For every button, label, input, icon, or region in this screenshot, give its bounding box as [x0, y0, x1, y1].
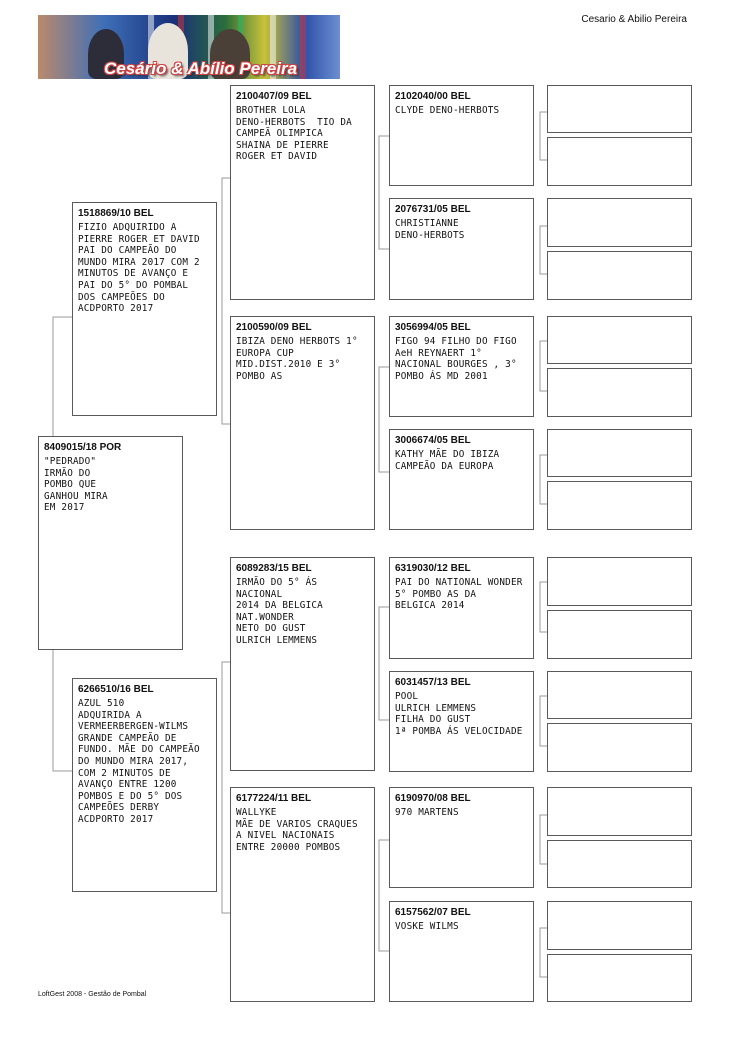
- ring-number: 3006674/05 BEL: [395, 435, 471, 446]
- ring-number: 6177224/11 BEL: [236, 793, 312, 804]
- empty-pigeon-slot[interactable]: [547, 316, 692, 364]
- pigeon-description: BROTHER LOLA DENO-HERBOTS TIO DA CAMPEÃ OLIMPICA SHAINA DE PIERRE ROGER ET DAVID: [236, 105, 352, 163]
- breeder-name: Cesario & Abilio Pereira: [581, 14, 687, 25]
- ring-number: 2076731/05 BEL: [395, 204, 471, 215]
- empty-pigeon-slot[interactable]: [547, 251, 692, 300]
- ring-number: 6157562/07 BEL: [395, 907, 471, 918]
- pigeon-card-great-grandparent-2[interactable]: [389, 198, 534, 300]
- pigeon-card-subject[interactable]: [38, 436, 183, 650]
- pigeon-card-sire-dam[interactable]: [230, 316, 375, 530]
- pigeon-description: KATHY MÃE DO IBIZA CAMPEÃO DA EUROPA: [395, 449, 500, 472]
- pigeon-card-great-grandparent-1[interactable]: [389, 85, 534, 186]
- ring-number: 6089283/15 BEL: [236, 563, 312, 574]
- ring-number: 2102040/00 BEL: [395, 91, 471, 102]
- footer-credit: LoftGest 2008 - Gestão de Pombal: [38, 991, 147, 998]
- pigeon-card-dam-dam[interactable]: [230, 787, 375, 1002]
- ring-number: 2100407/09 BEL: [236, 91, 312, 102]
- empty-pigeon-slot[interactable]: [547, 610, 692, 659]
- pigeon-card-great-grandparent-6[interactable]: [389, 671, 534, 772]
- ring-number: 2100590/09 BEL: [236, 322, 312, 333]
- pigeon-card-dam-sire[interactable]: [230, 557, 375, 771]
- pigeon-card-dam[interactable]: [72, 678, 217, 892]
- empty-pigeon-slot[interactable]: [547, 954, 692, 1002]
- pigeon-description: IRMÃO DO 5° ÁS NACIONAL 2014 DA BELGICA NAT.WONDER NETO DO GUST ULRICH LEMMENS: [236, 577, 323, 646]
- empty-pigeon-slot[interactable]: [547, 85, 692, 133]
- logo-text: Cesário & Abílio Pereira: [104, 59, 298, 78]
- pigeon-card-great-grandparent-4[interactable]: [389, 429, 534, 530]
- ring-number: 6266510/16 BEL: [78, 684, 154, 695]
- pigeon-card-sire-sire[interactable]: [230, 85, 375, 300]
- pigeon-description: CHRISTIANNE DENO-HERBOTS: [395, 218, 465, 241]
- ring-number: 6319030/12 BEL: [395, 563, 471, 574]
- empty-pigeon-slot[interactable]: [547, 429, 692, 477]
- empty-pigeon-slot[interactable]: [547, 368, 692, 417]
- ring-number: 6031457/13 BEL: [395, 677, 471, 688]
- ring-number: 6190970/08 BEL: [395, 793, 471, 804]
- empty-pigeon-slot[interactable]: [547, 901, 692, 950]
- empty-pigeon-slot[interactable]: [547, 557, 692, 606]
- pigeon-description: IBIZA DENO HERBOTS 1° EUROPA CUP MID.DIST.2010 E 3° POMBO AS: [236, 336, 358, 382]
- pigeon-card-great-grandparent-7[interactable]: [389, 787, 534, 888]
- pigeon-description: CLYDE DENO-HERBOTS: [395, 105, 500, 116]
- pigeon-card-great-grandparent-5[interactable]: [389, 557, 534, 659]
- ring-number: 1518869/10 BEL: [78, 208, 154, 219]
- empty-pigeon-slot[interactable]: [547, 787, 692, 836]
- pigeon-description: FIZIO ADQUIRIDO A PIERRE ROGER ET DAVID PAI DO CAMPEÃO DO MUNDO MIRA 2017 COM 2 MINUTOS DE AVANÇO E PAI DO 5° DO POMBAL DOS CAMPEÕES DO ACDPORTO 2017: [78, 222, 200, 315]
- empty-pigeon-slot[interactable]: [547, 481, 692, 530]
- pigeon-description: AZUL 510 ADQUIRIDA A VERMEERBERGEN-WILMS GRANDE CAMPEÃO DE FUNDO. MÃE DO CAMPEÃO DO MUNDO MIRA 2017, COM 2 MINUTOS DE AVANÇO ENTRE 1200 POMBOS E DO 5° DOS CAMPEÕES DERBY ACDPORTO 2017: [78, 698, 200, 825]
- ring-number: 3056994/05 BEL: [395, 322, 471, 333]
- pigeon-description: 970 MARTENS: [395, 807, 459, 818]
- empty-pigeon-slot[interactable]: [547, 198, 692, 247]
- ring-number: 8409015/18 POR: [44, 442, 122, 453]
- pigeon-card-great-grandparent-8[interactable]: [389, 901, 534, 1002]
- empty-pigeon-slot[interactable]: [547, 137, 692, 186]
- pigeon-description: FIGO 94 FILHO DO FIGO AeH REYNAERT 1° NACIONAL BOURGES , 3° POMBO ÁS MD 2001: [395, 336, 517, 382]
- pigeon-description: PAI DO NATIONAL WONDER 5° POMBO AS DA BELGICA 2014: [395, 577, 523, 612]
- pigeon-description: WALLYKE MÃE DE VARIOS CRAQUES A NIVEL NACIONAIS ENTRE 20000 POMBOS: [236, 807, 358, 853]
- pigeon-description: POOL ULRICH LEMMENS FILHA DO GUST 1ª POMBA ÁS VELOCIDADE: [395, 691, 523, 737]
- empty-pigeon-slot[interactable]: [547, 840, 692, 888]
- pigeon-description: VOSKE WILMS: [395, 921, 459, 932]
- pigeon-description: "PEDRADO" IRMÃO DO POMBO QUE GANHOU MIRA EM 2017: [44, 456, 108, 514]
- pigeon-card-great-grandparent-3[interactable]: [389, 316, 534, 417]
- empty-pigeon-slot[interactable]: [547, 723, 692, 772]
- empty-pigeon-slot[interactable]: [547, 671, 692, 719]
- pigeon-card-sire[interactable]: [72, 202, 217, 416]
- breeder-logo-banner: [38, 15, 340, 79]
